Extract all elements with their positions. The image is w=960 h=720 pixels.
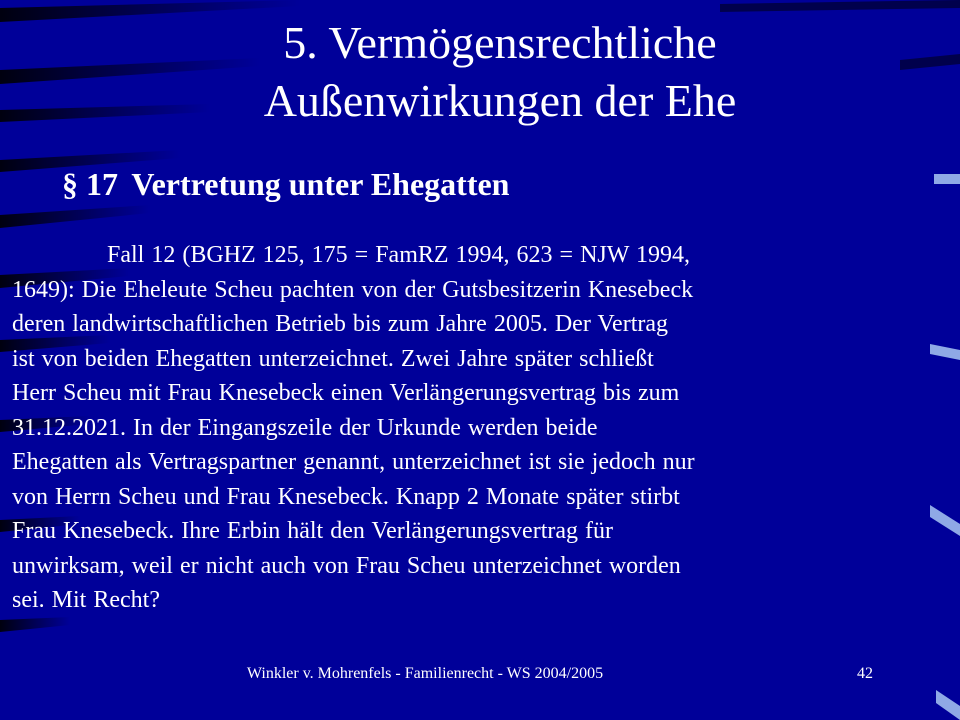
case-text-line: sei. Mit Recht? bbox=[12, 587, 160, 613]
case-text-line: deren landwirtschaftlichen Betrieb bis zum Jahre 2005. Der Vertrag bbox=[12, 311, 668, 337]
case-text-line: ist von beiden Ehegatten unterzeichnet. Zwei Jahre später schließt bbox=[12, 345, 654, 372]
case-text-line: 31.12.2021. In der Eingangszeile der Urkunde werden beide bbox=[12, 414, 598, 441]
case-text-line: Frau Knesebeck. Ihre Erbin hält den Verlängerungsvertrag für bbox=[12, 518, 613, 544]
case-text-line: Herr Scheu mit Frau Knesebeck einen Verlängerungsvertrag bis zum bbox=[12, 380, 680, 406]
light-accent-marks bbox=[930, 174, 960, 720]
footer-text: Winkler v. Mohrenfels - Familienrecht - WS 2004/2005 bbox=[246, 665, 604, 682]
case-text-line: von Herrn Scheu und Frau Knesebeck. Knapp 2 Monate später stirbt bbox=[12, 483, 680, 510]
case-text-line: unwirksam, weil er nicht auch von Frau Scheu unterzeichnet worden bbox=[12, 552, 681, 579]
case-text-line: Fall 12 (BGHZ 125, 175 = FamRZ 1994, 623 = NJW 1994, bbox=[107, 242, 690, 268]
page-number: 42 bbox=[857, 665, 873, 682]
slide-title-line-2: Außenwirkungen der Ehe bbox=[263, 75, 737, 126]
case-text-line: 1649): Die Eheleute Scheu pachten von der Gutsbesitzerin Knesebeck bbox=[12, 276, 694, 303]
section-number: § 17 bbox=[62, 166, 118, 202]
section-heading bbox=[62, 160, 509, 208]
section-heading-text: Vertretung unter Ehegatten bbox=[131, 166, 510, 202]
case-text bbox=[12, 238, 912, 618]
slide-title bbox=[150, 14, 850, 130]
case-text-line: Ehegatten als Vertragspartner genannt, unterzeichnet ist sie jedoch nur bbox=[12, 449, 695, 475]
slide-title-line-1: 5. Vermögensrechtliche bbox=[283, 17, 717, 68]
